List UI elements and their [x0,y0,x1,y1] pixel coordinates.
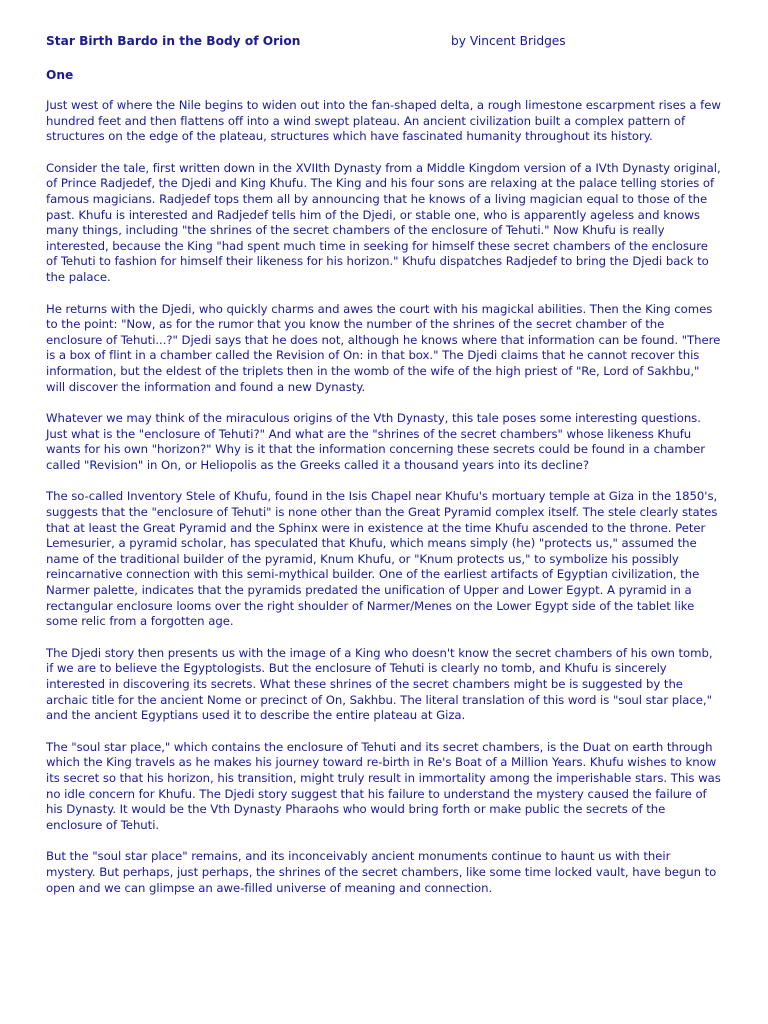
paragraph-2: Consider the tale, first written down in the XVIIth Dynasty from a Middle Kingdom version of a IVth Dynasty original, of Prince Radjedef, the Djedi and King Khufu. The King and his four sons are relaxing at the palace telling stories of famous magicians. Radjedef tops them all by announcing that he knows of a living magician equal to those of the past. Khufu is interested and Radjedef tells him of the Djedi, or stable one, who is apparently ageless and knows many things, including "the shrines of the secret chambers of the enclosure of Tehuti." Now Khufu is really interested, because the King "had spent much time in seeking for himself these secret chambers of the enclosure of Tehuti to fashion for himself their likeness for his horizon." Khufu dispatches Radjedef to bring the Djedi back to the palace. [46,160,721,284]
document-author: by Vincent Bridges [451,34,566,48]
paragraph-7: The "soul star place," which contains the enclosure of Tehuti and its secret chambers, is the Duat on earth through which the King travels as he makes his journey toward re-birth in Re's Boat of a Million Years. Khufu wishes to know its secret so that his horizon, his transition, might truly result in immortality among the imperishable stars. This was no idle concern for Khufu. The Djedi story suggest that his failure to understand the mystery caused the failure of his Dynasty. It would be the Vth Dynasty Pharaohs who would bring forth or make public the secrets of the enclosure of Tehuti. [46,739,721,832]
document-body [46,98,722,896]
chapter-heading: One [46,68,74,82]
paragraph-1: Just west of where the Nile begins to widen out into the fan-shaped delta, a rough limestone escarpment rises a few hundred feet and then flattens off into a wind swept plateau. An ancient civilization built a complex pattern of structures on the edge of the plateau, structures which have fascinated humanity throughout its history. [46,98,721,144]
paragraph-5: The so-called Inventory Stele of Khufu, found in the Isis Chapel near Khufu's mortuary temple at Giza in the 1850's, suggests that the "enclosure of Tehuti" is none other than the Great Pyramid complex itself. The stele clearly states that at least the Great Pyramid and the Sphinx were in existence at the time Khufu ascended to the throne. Peter Lemesurier, a pyramid scholar, has speculated that Khufu, which means simply (he) "protects us," assumed the name of the traditional builder of the pyramid, Knum Khufu, or "Knum protects us," to symbolize his possibly reincarnative connection with this semi-mythical builder. One of the earliest artifacts of Egyptian civilization, the Narmer palette, indicates that the pyramids predated the unification of Upper and Lower Egypt. A pyramid in a rectangular enclosure looms over the right shoulder of Narmer/Menes on the Lower Egypt side of the tablet like some relic from a forgotten age. [46,489,718,629]
document-header [46,34,722,54]
paragraph-6: The Djedi story then presents us with the image of a King who doesn't know the secret chambers of his own tomb, if we are to believe the Egyptologists. But the enclosure of Tehuti is clearly no tomb, and Khufu is sincerely interested in discovering its secrets. What these shrines of the secret chambers might be is suggested by the archaic title for the ancient Nome or precinct of On, Sakhbu. The literal translation of this word is "soul star place," and the ancient Egyptians used it to describe the entire plateau at Giza. [46,645,713,723]
paragraph-3: He returns with the Djedi, who quickly charms and awes the court with his magickal abilities. Then the King comes to the point: "Now, as for the rumor that you know the number of the shrines of the secret chamber of the enclosure of Tehuti...?" Djedi says that he does not, although he knows where that information can be found. "There is a box of flint in a chamber called the Revision of On: in that box." The Djedi claims that he cannot recover this information, but the eldest of the triplets then in the womb of the wife of the high priest of "Re, Lord of Sakhbu," will discover the information and found a new Dynasty. [46,301,721,394]
paragraph-4: Whatever we may think of the miraculous origins of the Vth Dynasty, this tale poses some interesting questions. Just what is the "enclosure of Tehuti?" And what are the "shrines of the secret chambers" whose likeness Khufu wants for his own "horizon?" Why is it that the information concerning these secrets could be found in a chamber called "Revision" in On, or Heliopolis as the Greeks called it a thousand years into its decline? [46,411,706,472]
paragraph-8: But the "soul star place" remains, and its inconceivably ancient monuments continue to haunt us with their mystery. But perhaps, just perhaps, the shrines of the secret chambers, like some time locked vault, have begun to open and we can glimpse an awe-filled universe of meaning and connection. [46,849,717,895]
document-page [46,34,722,912]
document-title: Star Birth Bardo in the Body of Orion [46,34,301,48]
